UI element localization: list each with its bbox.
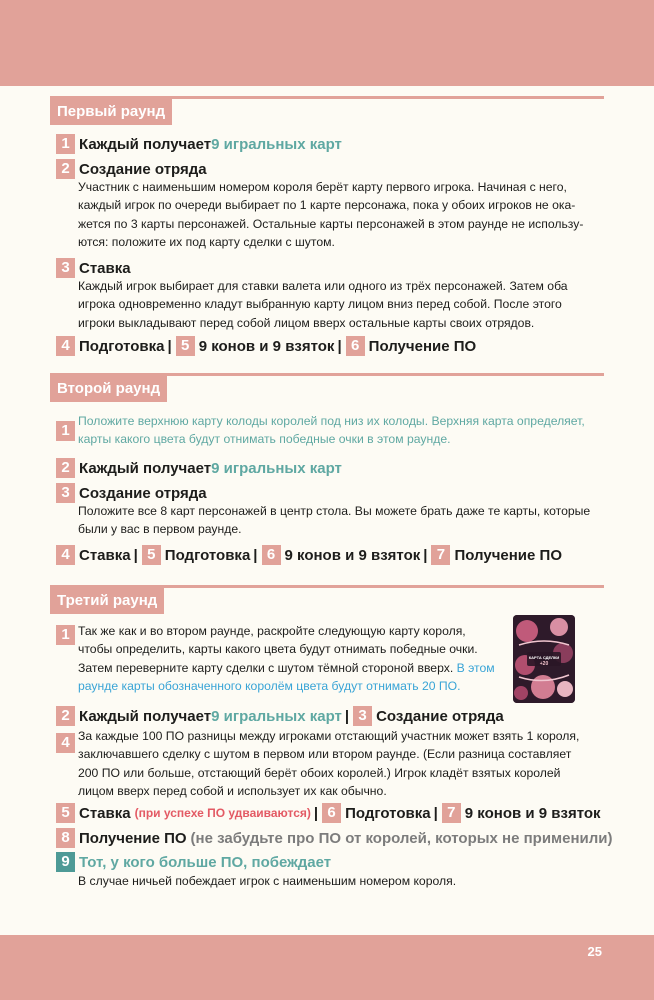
step-text: Каждый получает	[79, 459, 212, 477]
separator: |	[133, 546, 138, 564]
separator: |	[313, 804, 319, 822]
step-number: 4	[56, 336, 75, 356]
desc-line: Каждый игрок выбирает для ставки валета или одного из трёх персонажей. Затем оба	[78, 279, 568, 293]
desc-line: Так же как и во втором раунде, раскройте следующую карту короля,	[78, 624, 466, 638]
desc-line: Положите верхнюю карту колоды королей под низ их колоды. Верхняя карта определяет,	[78, 414, 585, 428]
step-number: 7	[442, 803, 461, 823]
separator: |	[433, 804, 438, 822]
r3-step-4	[56, 733, 79, 753]
step-highlight: 9 игральных карт	[211, 707, 342, 725]
step-number: 6	[346, 336, 365, 356]
r1-step-3	[56, 258, 131, 278]
step-title: Получение ПО	[79, 829, 187, 847]
r2-step-1-desc	[78, 412, 585, 449]
card-value: +20	[539, 661, 549, 667]
step-number: 5	[56, 803, 75, 823]
step-title: Тот, у кого больше ПО, побеждает	[79, 853, 332, 871]
step-title: Создание отряда	[79, 160, 207, 178]
step-number: 9	[56, 852, 75, 872]
step-highlight: 9 игральных карт	[211, 135, 342, 153]
step-number: 5	[176, 336, 195, 356]
r2-step-2	[56, 458, 342, 478]
desc-line: 200 ПО или больше, отстающий берёт обоих королей.) Игрок кладёт взятых королей	[78, 765, 561, 780]
r1-step-1	[56, 134, 342, 154]
desc-line: Участник с наименьшим номером короля берёт карту первого игрока. Начиная с него,	[78, 180, 567, 194]
step-number: 5	[142, 545, 161, 565]
step-number: 2	[56, 706, 75, 726]
step-number: 1	[56, 625, 75, 645]
step-number: 4	[56, 545, 75, 565]
top-band	[0, 0, 654, 86]
step-title: Получение ПО	[368, 337, 477, 355]
step-number: 3	[56, 483, 75, 503]
desc-line: жется по 3 карты персонажей. Остальные карты персонажей в этом раунде не использу-	[78, 216, 584, 231]
step-number: 7	[431, 545, 450, 565]
desc-line: были у вас в первом раунде.	[78, 522, 242, 537]
step-number: 3	[56, 258, 75, 278]
r3-steps-5-7	[56, 803, 601, 823]
step-number: 6	[262, 545, 281, 565]
step-number: 2	[56, 458, 75, 478]
step-title: Ставка	[79, 804, 131, 822]
r3-step-1	[56, 625, 79, 645]
separator: |	[337, 337, 342, 355]
step-title: 9 конов и 9 взяток	[284, 546, 421, 564]
step-text: Каждый получает	[79, 707, 212, 725]
separator: |	[167, 337, 172, 355]
step-title: Получение ПО	[454, 546, 562, 564]
step-note: (при успехе ПО удваиваются)	[134, 806, 311, 820]
r3-step-1-desc	[78, 622, 495, 695]
step-title: Подготовка	[345, 804, 431, 822]
r2-step-3-desc	[78, 502, 590, 539]
step-title: Ставка	[79, 546, 131, 564]
desc-line: ются: положите их под карту сделки с шутом.	[78, 234, 335, 249]
step-title: 9 конов и 9 взяток	[198, 337, 335, 355]
desc-line: За каждые 100 ПО разницы между игроками отстающий участник может взять 1 короля,	[78, 729, 580, 743]
card-title: КАРТА СДЕЛКИ	[528, 655, 560, 660]
r3-step-8	[56, 828, 613, 848]
step-text: Каждый получает	[79, 135, 212, 153]
r1-step-2	[56, 159, 207, 179]
r3-step-9	[56, 852, 331, 872]
separator: |	[344, 707, 350, 725]
step-number: 4	[56, 733, 75, 753]
desc-line: Положите все 8 карт персонажей в центр стола. Вы можете брать даже те карты, которые	[78, 504, 591, 518]
step-number: 6	[322, 803, 341, 823]
step-title: Подготовка	[164, 546, 251, 564]
desc-line: чтобы определить, карты какого цвета будут отнимать победные очки.	[78, 642, 478, 657]
section-title-round-2: Второй раунд	[50, 376, 167, 402]
step-number: 3	[353, 706, 372, 726]
jester-deal-card-image	[513, 615, 575, 703]
bottom-band	[0, 935, 654, 1000]
section-title-round-1: Первый раунд	[50, 99, 172, 125]
r3-step-9-desc: В случае ничьей побеждает игрок с наименьшим номером короля.	[78, 874, 457, 888]
step-highlight: 9 игральных карт	[211, 459, 342, 477]
step-number: 1	[56, 134, 75, 154]
r1-steps-4-6	[56, 336, 476, 356]
step-title: Ставка	[79, 259, 131, 277]
section-title-round-3: Третий раунд	[50, 588, 164, 614]
desc-line: заключавшего сделку с шутом в первом или втором раунде. (Если разница составляет	[78, 747, 572, 762]
step-title: Создание отряда	[79, 484, 207, 502]
r3-steps-2-3	[56, 706, 504, 726]
desc-line: каждый игрок по очереди выбирает по 1 карте персонажа, пока у обоих игроков не ока-	[78, 198, 576, 213]
step-number: 2	[56, 159, 75, 179]
step-number: 8	[56, 828, 75, 848]
desc-line: карты какого цвета будут отнимать победные очки в этом раунде.	[78, 432, 451, 447]
r3-step-4-desc	[78, 727, 579, 800]
step-title: 9 конов и 9 взяток	[464, 804, 601, 822]
desc-line: игрока одновременно кладут выбранную карту лицом вниз перед собой. После этого	[78, 297, 562, 312]
desc-line: Затем переверните карту сделки с шутом тёмной стороной вверх. В этом	[78, 660, 495, 675]
desc-line: раунде карты обозначенного королём цвета будут отнимать 20 ПО.	[78, 678, 461, 693]
separator: |	[253, 546, 258, 564]
desc-line: лицом вверх перед собой и использует их как обычно.	[78, 783, 387, 798]
step-note: (не забудьте про ПО от королей, которых не применили)	[190, 829, 613, 847]
r1-step-2-desc	[78, 178, 583, 251]
step-number: 1	[56, 421, 75, 441]
step-title: Создание отряда	[376, 707, 504, 725]
page-number: 25	[587, 944, 602, 959]
r2-step-3	[56, 483, 207, 503]
desc-line: игроки выкладывают перед собой лицом вверх остальные карты своих отрядов.	[78, 315, 535, 330]
r1-step-3-desc	[78, 277, 568, 332]
separator: |	[423, 546, 428, 564]
r2-steps-4-7	[56, 545, 562, 565]
step-title: Подготовка	[79, 337, 165, 355]
r2-step-1	[56, 421, 79, 441]
